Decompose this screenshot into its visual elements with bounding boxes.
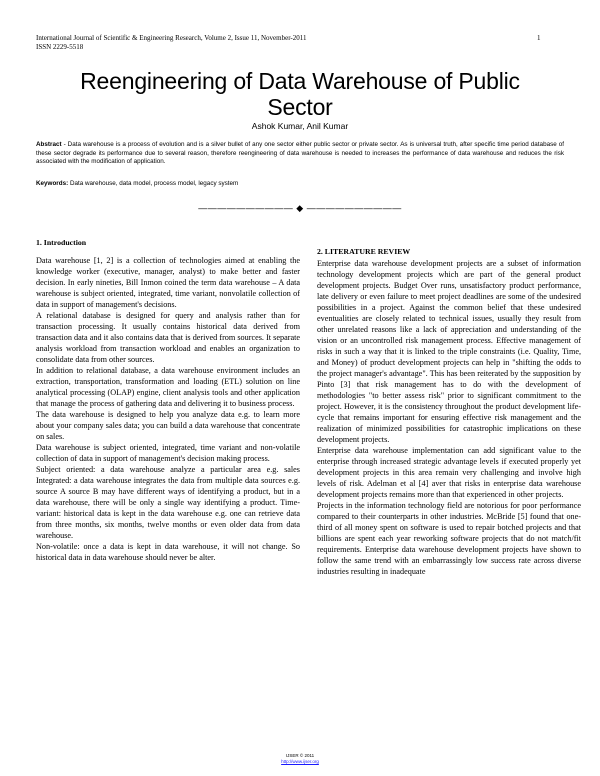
authors: Ashok Kumar, Anil Kumar xyxy=(251,121,349,131)
left-column xyxy=(36,238,300,563)
paragraph: Subject oriented: a data warehouse analyze a particular area e.g. sales Integrated: a data warehouse integrates the data from multiple data sources e.g. source A source B may have different ways of identifying a product, but in a data warehouse, there will be only a single way identifying a product. Time-variant: historical data is kept in the data warehouse e.g. one can retrieve data from three months, six months, twelve months or even older data from data warehouse. xyxy=(36,465,300,540)
paragraph: In addition to relational database, a data warehouse environment includes an extraction, transportation, transformation and loading (ETL) solution on line analytical processing (OLAP) engine, client analysis tools and other application that manage the process of gathering data and delivering it to business process. xyxy=(36,366,300,408)
journal-header xyxy=(36,34,556,52)
paragraph: A relational database is designed for query and analysis rather than for transaction processing. It usually contains historical data derived from transaction data and it also contains data that is derived from sources. It separate analysis workload from transaction workload and enables an organization to consolidate data from other sources. xyxy=(36,311,300,364)
page-number: 1 xyxy=(537,34,541,42)
keywords-text: Data warehouse, data model, process model, legacy system xyxy=(68,180,239,187)
page-footer xyxy=(200,753,400,764)
paragraph: Data warehouse [1, 2] is a collection of technologies aimed at enabling the knowledge worker (executive, manager, analyst) to make better and faster decision. In early nineties, Bill Inmon coined the term data warehouse – A data warehouse is subject oriented, integrated, time variant, nonvolatile collection of data in support of management's decisions. xyxy=(36,256,300,309)
section-separator: —————————— ◆ —————————— xyxy=(198,203,402,213)
footer-link[interactable]: http://www.ijser.org xyxy=(281,758,319,764)
paragraph: Projects in the information technology field are notorious for poor performance compared to their counterparts in other industries. McBride [5] found that one-third of all money spent on software is used to repair botched projects and that billions are spent each year reworking software projects that do not match/fit requirements. Enterprise data warehouse development projects have shown to follow the same trend with an embarrassingly low success rate across diverse industries resulting in inadequate xyxy=(317,501,581,576)
right-column xyxy=(317,247,581,577)
paper-title xyxy=(40,68,560,120)
journal-line: International Journal of Scientific & Engineering Research, Volume 2, Issue 11, November-2011 xyxy=(36,34,307,42)
paragraph: Data warehouse is subject oriented, integrated, time variant and non-volatile collection of data in support of management's decision making process. xyxy=(36,443,300,463)
abstract xyxy=(36,141,564,167)
section-heading-introduction: 1. Introduction xyxy=(36,238,87,247)
title-line-1: Reengineering of Data Warehouse of Public xyxy=(80,68,520,94)
paragraph: The data warehouse is designed to help you analyze data e.g. to learn more about your company sales data; you can build a data warehouse that concentrate on sales. xyxy=(36,410,300,441)
paragraph: Enterprise data warehouse development projects are a subset of information technology development projects which are part of the general product development projects. Budget Over runs, unsatisfactory product performance, late delivery or even failure to meet project deadlines are some of the undesired possibilities in a project. Against the common belief that these undesired eventualities are closely related to technical issues, usually they result from other unrelated reasons like a lack of appreciation and understanding of the vision or an uncontrolled risk management process. Effective management of risks in such a way that it is linked to the triple constraints (i.e. Quality, Time, and Money) of product development projects can help in "shifting the odds to the project manager's advantage". This has been reiterated by the supposition by Pinto [3] that risk management has to do with the development of methodologies "to better assess risk" prior to significant commitment to the project. However, it is the consistency throughout the product development life-cycle that remains important for ensuring effective risk management and the realization of minimized possibilities for catastrophic implications on these development projects. xyxy=(317,259,581,444)
keywords-label: Keywords: xyxy=(36,180,69,187)
paragraph: Enterprise data warehouse implementation can add significant value to the enterprise through increased strategic advantage levels if executed properly yet development projects in this area remain very challenging and involve high levels of risk. Adelman et al [4] aver that risks in enterprise data warehouse development projects remains more than that experienced in other projects. xyxy=(317,446,581,499)
footer-copyright: IJSER © 2011 xyxy=(285,753,315,758)
section-heading-literature-review: 2. LITERATURE REVIEW xyxy=(317,247,411,256)
keywords xyxy=(36,180,564,189)
abstract-label: Abstract xyxy=(36,141,62,148)
title-line-2: Sector xyxy=(267,94,333,120)
abstract-text: - Data warehouse is a process of evolution and is a silver bullet of any one sector either public sector or private sector. As is universal truth, after specific time period database of these sector degrade its performance due to several reason, therefore reengineering of data warehouse is needed to increases the performance of data warehouse and reduces the risk associated with the modification of application. xyxy=(36,141,564,165)
issn: ISSN 2229-5518 xyxy=(36,43,84,51)
paragraph: Non-volatile: once a data is kept in data warehouse, it will not change. So historical data in data warehouse should never be alter. xyxy=(36,542,300,562)
